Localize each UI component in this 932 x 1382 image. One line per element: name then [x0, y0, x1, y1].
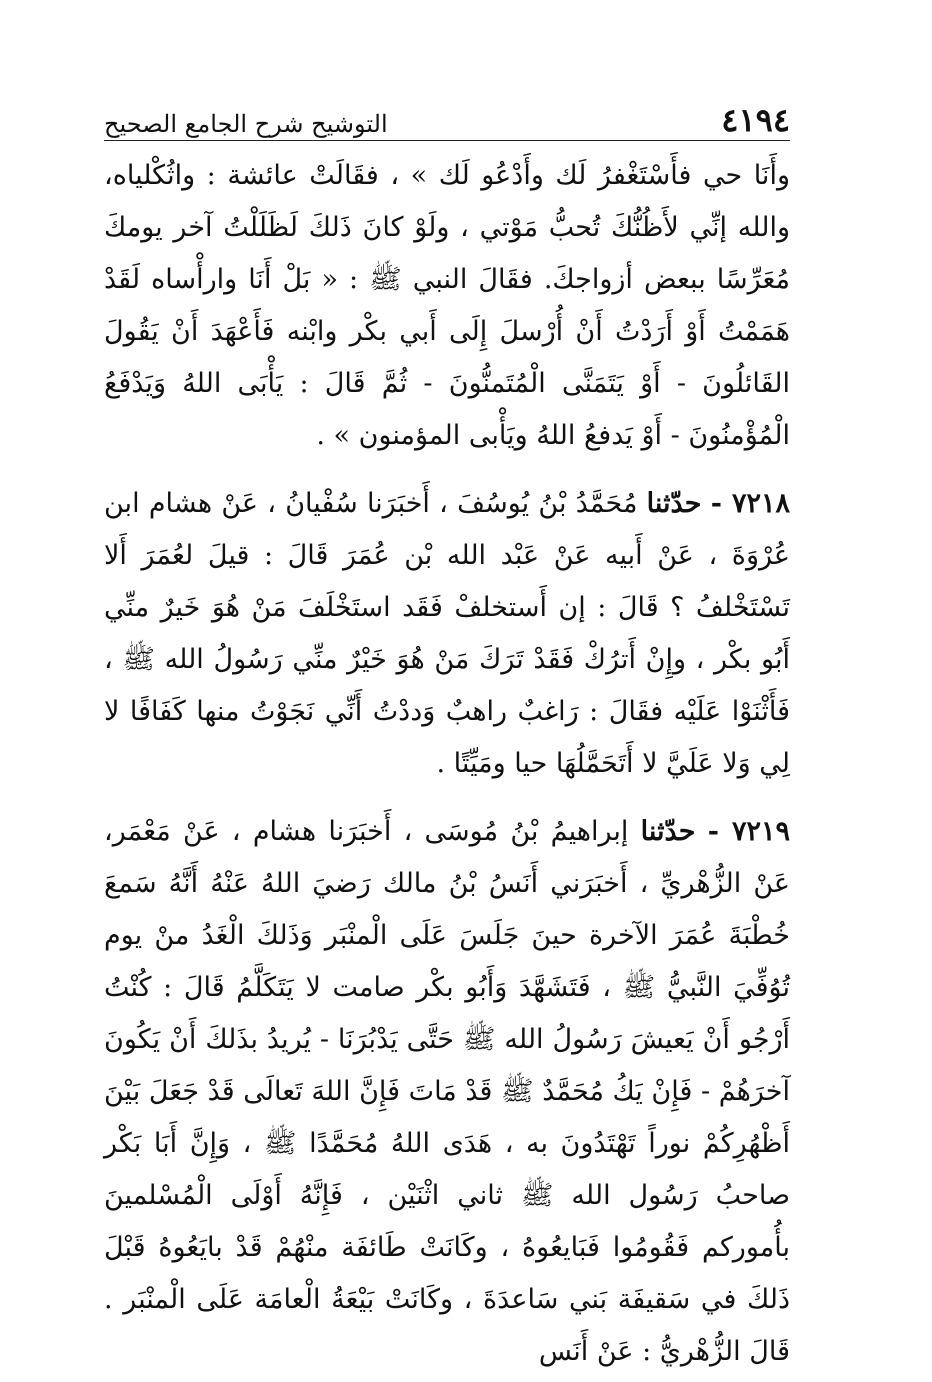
page-number: ٤١٩٤: [721, 101, 790, 139]
hadith-paragraph-7218: [104, 478, 790, 790]
header-rule: [104, 140, 790, 141]
paragraph-text: مُحَمَّدُ بْنُ يُوسُفَ ، أَخبَرَنا سُفْيانُ ، عَنْ هشام ابن عُرْوَةَ ، عَنْ أَبيه عَنْ عَبْد الله بْن عُمَرَ قَالَ : قيلَ لعُمَرَ أَلا تَسْتَخْلفُ ؟ قَالَ : إن أَستخلفْ فَقَد استَخْلَفَ مَنْ هُوَ خَيرٌ منِّي أَبُو بكْر ، وإِنْ أَترُكْ فَقَدْ تَرَكَ مَنْ هُوَ خَيْرٌ منِّي رَسُولُ الله ﷺ ، فَأَثْنَوْا عَلَيْه فقَالَ : رَاغبٌ راهبٌ وَددْتُ أَنِّي نَجَوْتُ منها كَفَافًا لا لِي وَلا عَلَيَّ لا أَتَحَمَّلُهَا حيا ومَيِّتًا .: [104, 488, 790, 779]
paragraph-text: وأَنَا حي فأَسْتَغْفرُ لَك وأَدْعُو لَك » ، فقَالَتْ عائشة : واثُكْلياه، والله إنِّي لأَظُنُّكَ تُحبُّ مَوْتي ، ولَوْ كانَ ذَلكَ لَظَلَلْتُ آخر يومكَ مُعَرِّسًا ببعض أزواجكَ. فقَالَ النبي ﷺ : « بَلْ أَنَا وارأْساه لَقَدْ هَمَمْتُ أَوْ أَرَدْتُ أَنْ أُرْسلَ إِلَى أَبي بكْر وابْنه فَأَعْهَدَ أَنْ يَقُولَ القَائلُونَ - أَوْ يَتَمَنَّى الْمُتَمنُّونَ - ثُمَّ قَالَ : يَأْبَى اللهُ وَيَدْفَعُ الْمُؤْمنُونَ - أَوْ يَدفعُ اللهُ ويَأْبى المؤمنون » .: [104, 160, 790, 451]
paragraph-text: إبراهيمُ بْنُ مُوسَى ، أَخبَرَنا هشام ، عَنْ مَعْمَر، عَنْ الزُّهْريِّ ، أَخبَرَني أَنَسُ بْنُ مالك رَضيَ اللهُ عَنْهُ أَنَّهُ سَمعَ خُطْبَةَ عُمَرَ الآخرة حينَ جَلَسَ عَلَى الْمنْبَر وَذَلكَ الْغَدُ منْ يوم تُوُفِّيَ النَّبيُّ ﷺ ، فَتَشَهَّدَ وَأَبُو بكْر صامت لا يَتَكَلَّمُ قَالَ : كُنْتُ أَرْجُو أَنْ يَعيشَ رَسُولُ الله ﷺ حَتَّى يَدْبُرَنَا - يُريدُ بذَلكَ أَنْ يَكُونَ آخرَهُمْ - فَإِنْ يَكُ مُحَمَّدٌ ﷺ قَدْ مَاتَ فَإِنَّ اللهَ تَعالَى قَدْ جَعَلَ بَيْنَ أَظْهُرِكُمْ نوراً تَهْتَدُونَ به ، هَدَى اللهُ مُحَمَّدًا ﷺ ، وَإِنَّ أَبَا بَكْر صاحبُ رَسُول الله ﷺ ثاني اثْنَيْن ، فَإِنَّهُ أَوْلَى الْمُسْلمينَ بأُموركم فَقُومُوا فَبَايعُوهُ ، وكَانَتْ طَائفَة منْهُمْ قَدْ بايَعُوهُ قَبْلَ ذَلكَ في سَقيفَة بَني سَاعدَةَ ، وكَانَتْ بَيْعَةُ الْعامَة عَلَى الْمنْبَر . قَالَ الزُّهْريُّ : عَنْ أَنَس: [104, 816, 790, 1367]
page-header: [104, 86, 790, 139]
hadith-number: ٧٢١٩ -: [707, 816, 790, 847]
haddathana-label: حدّثنا: [646, 488, 702, 519]
haddathana-label: حدّثنا: [640, 816, 696, 847]
hadith-paragraph-7219: [104, 806, 790, 1378]
paragraph-continuation: [104, 150, 790, 462]
hadith-number: ٧٢١٨ -: [710, 488, 790, 519]
running-title: التوشيح شرح الجامع الصحيح: [104, 110, 388, 138]
page-body: [104, 150, 790, 1378]
